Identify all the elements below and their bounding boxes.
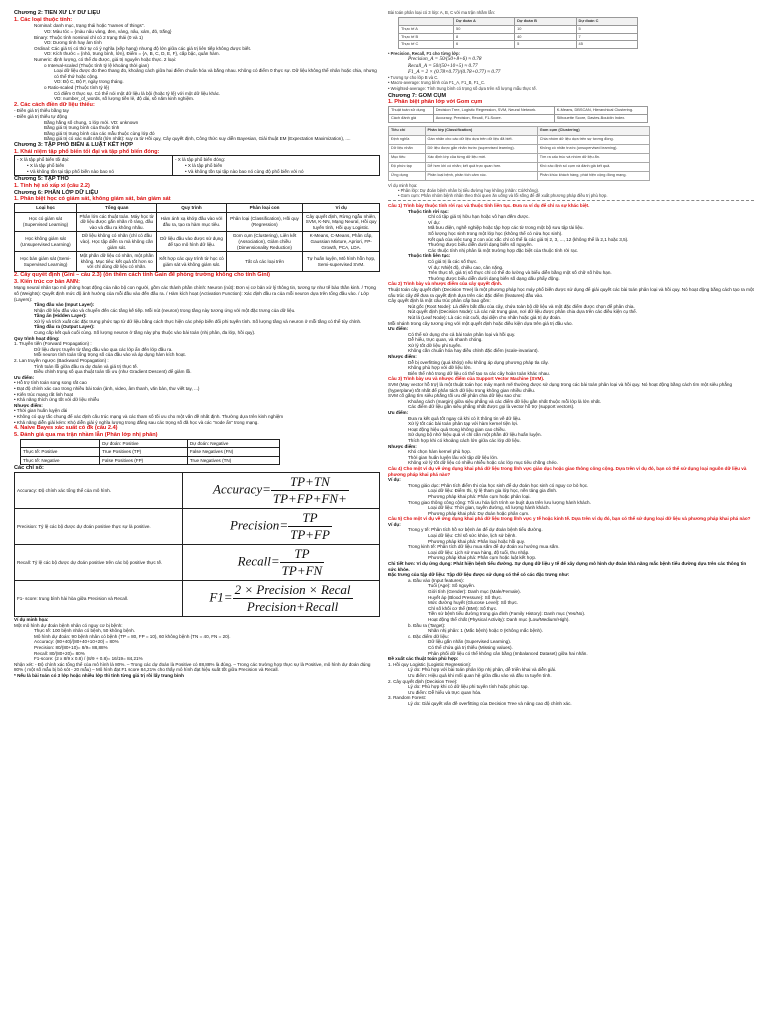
text-vd-1: • Phân lớp: Dự đoán bệnh nhân bị tiểu đường hay không (nhãn: Có/Không). bbox=[398, 187, 540, 193]
table-cell: Phân loại bệnh, phân tích cảm xúc. bbox=[425, 171, 537, 180]
table-cell: 8 bbox=[454, 33, 515, 41]
text-missing-a: Bằng hằng số chung, 1 lớp mới. VD: unknown bbox=[44, 119, 139, 125]
text-fragment: Precision+Recall bbox=[246, 599, 339, 615]
text-fragment: TP+FN bbox=[281, 563, 323, 579]
text-q3-a4: Sử dụng bộ nhớ hiệu quả vì chỉ cần một phần dữ liệu huấn luyện. bbox=[408, 432, 542, 438]
text-ann-input: Tầng đầu vào (Input Layer): bbox=[34, 302, 95, 308]
text-q2-d3: Mỗi nhánh trong cây tương ứng với một quyết định hoặc điều kiện dựa trên giá trị đầu vào. bbox=[388, 320, 573, 326]
table-cell: Phân lớn các thuật toán. Máy học từ dữ liệu được gắn nhãn rõ ràng, đầu vào và đầu ra không nhãu. bbox=[77, 212, 157, 232]
table-row bbox=[389, 135, 650, 144]
text-det-c3: Phân phối dữ liệu có thể không cân bằng (Imbalanced Dataset) giữa hai nhãn. bbox=[428, 650, 588, 656]
table-cell: Không có nhãn trước (unsupervised learning). bbox=[537, 144, 649, 153]
column-header: Ví dụ bbox=[303, 203, 380, 212]
table-cell: Dự đoán A bbox=[454, 18, 515, 26]
text-fragment: TP+FP+FN+ bbox=[272, 491, 347, 507]
text-q4-6: Phương pháp khai phá: Dự đoán hoặc phân cụm. bbox=[428, 510, 530, 516]
text-q3-a1: Đưa ra kết quả tốt ngay cả khi có ít thông tin về dữ liệu. bbox=[408, 415, 522, 421]
table-cell: Cách đánh giá bbox=[389, 114, 434, 122]
text-ann-forward-a: Dữ liệu được truyền từ tầng đầu vào qua các lớp ẩn đến lớp đầu ra. bbox=[34, 346, 173, 352]
text-q2-dis3: Biên thể nhỏ trong dữ liệu có thể tạo ra các cây hoàn toàn khác nhau. bbox=[408, 370, 551, 376]
text-multiclass-1: • Precision, Recall, F1 cho từng lớp: bbox=[388, 51, 460, 57]
table-cell: Xác định lớp của từng dữ liệu mới. bbox=[425, 153, 537, 162]
table-cell: Tiêu chí bbox=[389, 126, 426, 135]
table-row bbox=[389, 162, 650, 171]
text-ann-forward: 1. Truyền tiến (Forward Propagation) : bbox=[14, 341, 92, 347]
text-q2-dis1: Dễ bị overfitting (quá khớp) nếu không áp dụng phương pháp tỉa cây. bbox=[408, 359, 549, 365]
section-missing-data: 2. Các cách điền dữ liệu thiếu: bbox=[14, 101, 95, 108]
table-row bbox=[21, 439, 280, 448]
text-detail-sub: Đặc trưng của tập dữ liệu: Tập dữ liệu được sử dụng có thể có các đặc trưng như: bbox=[388, 572, 570, 578]
table-cell: Thực tế: Negative bbox=[21, 456, 100, 465]
table-cell: Thuật toán sử dụng bbox=[389, 107, 434, 115]
text-vd-title: Ví dụ minh họa: bbox=[388, 182, 418, 188]
table-cell: True Negatives (TN) bbox=[187, 456, 279, 465]
text-binary-example: VD: Dương tính hay âm tính bbox=[44, 40, 102, 46]
text-q3-d2: SVM cố gắng tìm siêu phẳng tối ưu để phân chia dữ liệu sao cho: bbox=[388, 393, 522, 399]
section-attribute-types: 1. Các loại thuộc tính: bbox=[14, 16, 73, 23]
text-q4-2: Loại dữ liệu: Điểm thi, tỷ lệ tham gia lớp học, nền tảng gia đình. bbox=[428, 488, 558, 494]
text-q3-a3: Hoạt động hiệu quả trong không gian cao chiều. bbox=[408, 426, 506, 432]
text-q5-2: Loại dữ liệu: Chỉ số sức khỏe, lịch sử bệnh. bbox=[428, 533, 517, 539]
text-ann-forward-b: Mỗi neuron tính toán tổng trọng số của đầu vào và áp dụng hàm kích hoạt. bbox=[34, 352, 186, 358]
text-ann-intro: Mạng neural nhân tạo mô phỏng hoạt động của não bộ con người, gồm các thành phần chính: Neuron (nút): Đơn vị cơ bản xử lý thông tin, tương tự như tế bào thần kinh. / Trọng số (Weights): Quyết định mức độ ảnh hưởng của mỗi đầu vào đến đầu ra. / Hàm kích hoạt (Activation Function): Xác định đầu ra của mỗi neuron dựa trên tổng đầu vào. / Lớp (Layers): bbox=[14, 285, 376, 302]
text-q3-dis2: Thời gian huấn luyện lâu với tập dữ liệu lớn. bbox=[408, 454, 499, 460]
text-binary: Binary: Thuộc tính nominal chỉ có 2 trạng thái (0 và 1) bbox=[34, 34, 143, 40]
table-cell: 45 bbox=[576, 41, 637, 49]
text-multiclass-f1: F1_A = 2 × (0.78×0.77)/(0.78+0.77) ≈ 0.77 bbox=[408, 69, 501, 75]
chapter-6-title: Chương 6: PHÂN LỚP DỮ LIỆU bbox=[14, 189, 99, 196]
confusion-matrix-table bbox=[20, 439, 280, 466]
text-interval-desc: Loại dữ liệu được đo theo thang đo, khoảng cách giữa hai điểm chuẩn hóa và bằng nhau. Không có điểm 0 thực sự. Dữ liệu không thể nhân hoặc chia, nhưng có thể thứ hoặc cộng. bbox=[54, 68, 377, 79]
text-q2-d1: Thuật toán cây quyết định (Decision Tree) là một phương pháp học máy phổ biến được sử dụng để giải quyết các bài toán phân loại và hồi quy. Nó hoạt động bằng cách tạo ra một cấu trúc cây để đưa ra quyết định dựa trên các đặc điểm (features) đầu vào. bbox=[388, 286, 754, 298]
text-det-a4: Mức đường huyết (Glucose Level): Số thực. bbox=[428, 600, 519, 606]
table-cell: Khó xác định số cụm và đánh giá kết quả. bbox=[537, 162, 649, 171]
text-ann-output-desc: Cung cấp kết quả cuối cùng. Số lượng neuron ở tầng này phụ thuộc vào bài toán (nhị phân, đa lớp, hồi quy). bbox=[34, 330, 256, 336]
text-multiclass-7: • Weighted-average: Tính trung bình có trọng số dựa trên số lượng mẫu thực tế. bbox=[388, 85, 537, 91]
frequent-itemset-table bbox=[14, 155, 380, 176]
table-cell: Dự đoán C bbox=[576, 18, 637, 26]
text-missing-1: - Điền giá trị thiếu bằng tay bbox=[14, 108, 69, 114]
table-row bbox=[15, 473, 380, 509]
table-cell bbox=[15, 156, 173, 176]
column-header: Tổng quan bbox=[77, 203, 157, 212]
text-det-b1: Nhãn nhị phân: 1 (Mắc bệnh) hoặc 0 (Không mắc bệnh). bbox=[428, 628, 543, 634]
multiclass-matrix-table bbox=[398, 17, 638, 49]
table-row bbox=[15, 545, 380, 581]
text-interval-example: VD: Độ C, Độ F, ngày trong tháng. bbox=[54, 79, 124, 85]
text-q2-n2: Nút quyết định (Decision Node): Là các nút trung gian, nơi dữ liệu được phân chia dựa trên các điều kiện cụ thể. bbox=[408, 309, 637, 315]
table-cell: Dữ liệu được gắn nhãn trước (supervised learning). bbox=[425, 144, 537, 153]
table-row bbox=[15, 232, 380, 252]
classification-vs-clustering-table bbox=[388, 126, 650, 181]
text-q3-d3: Khoảng cách (margin) giữa siêu phẳng và các điểm dữ liệu gần nhất thuộc mỗi lớp là lớn nhất. bbox=[408, 398, 601, 404]
separator bbox=[388, 200, 754, 201]
section-ann: 3. Kiến trúc cơ bản ANN: bbox=[14, 278, 80, 285]
text-fragment: Accuracy bbox=[213, 481, 263, 497]
table-header-row bbox=[399, 18, 638, 26]
text-q4-1: Trong giáo dục: Phân tích điểm thi của học sinh để dự đoán học sinh có nguy cơ bỏ học. bbox=[408, 482, 589, 488]
question-1-title: Câu 1) Trình bày thuộc tính rời rạc và thuộc tính liên tục. Đưa ra ví dụ để chỉ ra sự khác biệt. bbox=[388, 203, 590, 209]
table-cell: Thực tế B bbox=[399, 33, 454, 41]
table-cell: Dự đoán: Positive bbox=[100, 439, 188, 448]
text-fragment: 2 × Precision × Recal bbox=[234, 582, 351, 598]
text-ann-backward: 2. Lan truyền ngược (Backward Propagation) : bbox=[14, 358, 109, 364]
text-q1-a7: Các thuộc tính nhị phân là một trường hợp đặc biệt của thuộc tính rời rạc. bbox=[428, 247, 579, 253]
text-fragment: • Và không tồn tại tập phổ biến nào bao nó bbox=[27, 168, 114, 174]
text-q1-a5: Kết quả của việc tung 2 con xúc xắc chỉ có thể là các giá trị 2, 3, ..., 12 (không thể là 2,1 hoặc 3,5). bbox=[428, 236, 629, 242]
text-q1-a3: Mã bưu điện, nghề nghiệp hoặc tập hợp các từ trong một bộ sưu tập tài liệu. bbox=[428, 225, 584, 231]
table-cell: Dễ hơn khi có nhãn; kết quả trực quan hơn. bbox=[425, 162, 537, 171]
text-p1: 1. Hồi quy Logistic (Logistic Regression): bbox=[388, 661, 472, 667]
text-q5-6: Phương pháp khai phá: Phân cụm hoặc luật kết hợp. bbox=[428, 555, 537, 561]
text-fragment: • X là tập phổ biến bbox=[27, 162, 65, 168]
table-cell: Tất cả các loại trên bbox=[226, 252, 303, 272]
text-det-c1: Dữ liệu gắn nhãn (Supervised Learning). bbox=[428, 639, 512, 645]
table-row bbox=[21, 448, 280, 457]
learning-types-table bbox=[14, 203, 380, 272]
text-q5-4: Trong kinh tế: Phân tích dữ liệu mua sắm để dự đoán xu hướng mua sắm. bbox=[408, 544, 560, 550]
text-ann-adv-4: • Khả năng thích ứng tốt với dữ liệu nhiễu bbox=[14, 397, 100, 403]
metrics-title: Các chỉ số: bbox=[14, 465, 44, 472]
table-cell bbox=[21, 439, 100, 448]
table-cell: Kết hợp các quy trình từ học có giám sát và không giám sát. bbox=[157, 252, 226, 272]
text-q1-a2: Ví dụ: bbox=[428, 219, 441, 225]
table-row bbox=[399, 25, 638, 33]
table-row bbox=[389, 107, 648, 115]
text-ratio-example: VD: number_of_words, số lượng tiền lẻ, độ dài, số năm kinh nghiệm. bbox=[54, 96, 195, 102]
table-row bbox=[15, 581, 380, 617]
table-row bbox=[389, 114, 648, 122]
table-cell: Dự đoán: Negative bbox=[187, 439, 279, 448]
table-cell: K-Means, C-Means, Phân cấp, Gaussian Mixture, Apriori, FP-Growth, PCA, LDA. bbox=[303, 232, 380, 252]
text-det-a5: Chỉ số khối cơ thể (BMI): Số thực. bbox=[428, 605, 498, 611]
text-p3: 3. Random Forest: bbox=[388, 695, 427, 701]
table-cell: Gom cụm (Clustering) bbox=[537, 126, 649, 135]
text-example-accuracy: Accuracy: (80+40)/(80+40+10+20) = 80% bbox=[34, 639, 119, 645]
text-multiclass-6: • Macro-average: trung bình của F1_A, F1_B, F1_C. bbox=[388, 80, 486, 86]
table-cell: Phân khúc khách hàng, phát hiện cộng đồng mạng. bbox=[537, 171, 649, 180]
text-interval: o Interval-scaled (Thuộc tính tỷ lệ khoảng thời gian) bbox=[44, 62, 149, 68]
text-fragment: F1 bbox=[209, 589, 224, 605]
text-q3-dis3: Không xử lý tốt dữ liệu có nhiều nhiễu hoặc các lớp mục tiêu chồng chéo. bbox=[408, 460, 558, 466]
table-cell: Tự huấn luyện, Mô hình hỗn hợp, Semi-supervised SVM. bbox=[303, 252, 380, 272]
text-q5-vd: Ví dụ: bbox=[388, 521, 401, 527]
formula-precision: Precision= $\frac{TP}{TP+FP}$ bbox=[182, 509, 379, 545]
text-ann-adv-2: • Đạt độ chính xác cao trong nhiều bài toán (ảnh, video, âm thanh, văn bản, thư viết tay, ...) bbox=[14, 386, 200, 392]
text-det-a1: Tuổi (Age): Số nguyên. bbox=[428, 583, 476, 589]
table-cell: Hàm ánh xạ khớp đầu vào với đầu ra, tạo ra hàm mục tiêu. bbox=[157, 212, 226, 232]
section-frequent-itemsets: 1. Khái niệm tập phổ biến tối đại và tập phổ biến đóng: bbox=[14, 148, 160, 155]
table-cell: 7 bbox=[576, 33, 637, 41]
text-det-a: a. Đầu vào (Input features): bbox=[408, 577, 464, 583]
text-ann-disadvantages: Nhược điểm: bbox=[14, 402, 43, 408]
table-cell: Phân lớp (Classification) bbox=[425, 126, 537, 135]
text-ann-process: Quy trình hoạt động: bbox=[14, 335, 60, 341]
table-row bbox=[15, 212, 380, 232]
section-classification-vs-clustering: 1. Phân biệt phân lớp với Gom cụm bbox=[388, 99, 483, 106]
table-row bbox=[399, 33, 638, 41]
text-example-1: Một mô hình dự đoán bệnh nhân có nguy cơ bị bệnh: bbox=[14, 622, 123, 628]
text-q3-advantages: Ưu điểm: bbox=[388, 410, 409, 415]
text-fragment: TP bbox=[288, 510, 332, 527]
table-row bbox=[389, 144, 650, 153]
chapter-3-title: Chương 3: TẬP PHỔ BIẾN & LUẬT KẾT HỢP bbox=[14, 141, 133, 148]
text-p2b: Ưu điểm: Dễ hiểu và trực quan hóa. bbox=[408, 689, 482, 695]
table-cell: Ứng dụng bbox=[389, 171, 426, 180]
table-row bbox=[15, 156, 380, 176]
text-det-c2: Có thể chứa giá trị thiếu (Missing values). bbox=[428, 644, 513, 650]
table-cell: Chia nhóm dữ liệu dựa trên sự tương đồng. bbox=[537, 135, 649, 144]
text-det-a2: Giới tính (Gender): Danh mục (Male/Female). bbox=[428, 589, 521, 594]
table-cell: Dự đoán B bbox=[515, 18, 576, 26]
metric-precision-desc: Precision: Tỷ lệ các bộ được dự đoán positive thực sự là positive. bbox=[15, 509, 183, 545]
table-cell: Học có giám sát (Supervised Learning) bbox=[15, 212, 77, 232]
table-cell: Tìm ra cấu trúc và nhóm dữ liệu ẩn. bbox=[537, 153, 649, 162]
text-q5-3: Phương pháp khai phá: Phân loại hoặc hồi quy. bbox=[428, 538, 525, 544]
table-cell: Decision Tree, Logistic Regression, SVM, Neural Network. bbox=[433, 107, 554, 115]
text-missing-b: Bằng giá trị trung bình của thuộc tính bbox=[44, 125, 120, 131]
formula-recall: Recall= $\frac{TP}{TP+FN}$ bbox=[182, 545, 379, 581]
metric-f1-desc: F1- score: trung bình hài hòa giữa Precision và Recall. bbox=[15, 581, 183, 617]
text-q2-a3: Xử lý tốt dữ liệu phi tuyến. bbox=[408, 342, 462, 348]
text-q5-1: Trong y tế: Phân tích hồ sơ bệnh án để dự đoán bệnh tiểu đường. bbox=[408, 527, 543, 533]
text-fragment: • Và không tồn tại tập nào bao nó cùng độ phổ biến với nó bbox=[184, 168, 304, 174]
text-ann-dis-3: • Khả năng diễn giải kém: Khó diễn giải ý nghĩa lượng trong đằng sau các trọng số đã học và các "node ẩn" trong mạng. bbox=[14, 419, 259, 425]
text-fragment: • X là tập phổ biến bbox=[184, 162, 223, 168]
text-q3-d1: SVM (May vector hỗ trợ) là một thuật toán học máy mạnh mẽ thường được sử dụng trong các bài toán phân loại và hồi quy. Nó hoạt động bằng cách tìm một siêu phẳng (hyperplane) tốt nhất để phân tách dữ liệu trong không gian nhiều chiều. bbox=[388, 382, 733, 393]
text-fragment: TP+FP bbox=[290, 527, 330, 543]
text-ratio-desc: Có điểm 0 thực sự. Có thể nói một dữ liệu là bội (hoặc tỷ lệ) với một dữ liệu khác. bbox=[54, 90, 221, 96]
text-fragment: TP bbox=[280, 546, 325, 563]
example-title: Ví dụ minh họa: bbox=[14, 617, 49, 623]
text-p3a: Lý do: Giải quyết vấn đề overfitting của Decision Tree và nâng cao độ chính xác. bbox=[408, 700, 572, 706]
metrics-table bbox=[14, 472, 380, 617]
metric-accuracy-desc: Accuracy: Độ chính xác tổng thể của mô hình. bbox=[15, 473, 183, 509]
column-header: Quy trình bbox=[157, 203, 226, 212]
text-q2-d2: Cây quyết định là một cấu trúc phân cấp bao gồm: bbox=[388, 298, 491, 304]
text-p2: 2. Cây quyết định (Decision Tree): bbox=[388, 678, 458, 684]
classification-summary-table bbox=[388, 106, 648, 123]
table-cell: Phân loại (Classification), Hồi quy (Regression) bbox=[226, 212, 303, 232]
table-cell: Dữ liệu đầu vào được sử dụng để tạo mô hình dữ liệu. bbox=[157, 232, 226, 252]
text-q1-continuous: Thuộc tính liên tục: bbox=[408, 253, 451, 259]
table-cell: K-Means, DBSCAN, Hierarchical Clustering. bbox=[554, 107, 647, 115]
text-ann-backward-b: Điều chỉnh trọng số qua thuật toán tối ưu (như Gradient Descent) để giảm lỗi. bbox=[34, 369, 192, 375]
table-row bbox=[21, 456, 280, 465]
table-cell: Gán nhãn cho các dữ liệu dựa trên dữ liệu đã biết. bbox=[425, 135, 537, 144]
chapter-5-title: Chương 5: TẬP THÔ bbox=[14, 176, 69, 183]
question-4-title: Câu 4) Cho một ví dụ về ứng dụng khai phá dữ liệu trong lĩnh vực giáo dục hoặc giao thông công cộng. Dựa trên ví dụ đó, bạn có thể sử dụng loại nguồn dữ liệu và phương pháp khai phá nào? bbox=[388, 465, 747, 477]
text-det-a3: Huyết áp (Blood Pressure): Số thực. bbox=[428, 594, 503, 600]
table-cell: 5 bbox=[515, 41, 576, 49]
text-ann-output: Tầng đầu ra (Output Layer): bbox=[34, 324, 95, 330]
section-naive-bayes: 4. Naive Bayes xác suất có đk (câu 2.4) bbox=[14, 425, 118, 432]
table-row bbox=[15, 509, 380, 545]
text-q1-discrete: Thuộc tính rời rạc: bbox=[408, 208, 449, 214]
text-missing-c: Bằng giá trị trung bình của các mẫu thuộc cùng lớp đó bbox=[44, 130, 155, 136]
text-det-a7: Hoạt động thể chất (Physical Activity): Danh mục (Low/Medium/High). bbox=[428, 616, 570, 622]
text-fragment: Recall bbox=[237, 553, 271, 569]
text-ann-adv-3: • Kiến trúc mạng rất linh hoạt bbox=[14, 391, 74, 397]
column-header: Loại học bbox=[15, 203, 77, 212]
table-cell: Độ phức tạp bbox=[389, 162, 426, 171]
text-q2-a1: Có thể sử dụng cho cả bài toán phân loại và hồi quy. bbox=[408, 331, 516, 337]
table-cell: Học bán giám sát (Semi-Supervised Learning) bbox=[15, 252, 77, 272]
text-q3-d4: Các điểm dữ liệu gần siêu phẳng nhất được gọi là vector hỗ trợ (support vectors). bbox=[408, 404, 575, 410]
table-cell: Gom cụm (Clustering), Liên kết (Association), Giảm chiều (Dimensionality Reduction) bbox=[226, 232, 303, 252]
table-cell: Học không giám sát (Unsupervised Learning) bbox=[15, 232, 77, 252]
table-cell: Thực tế: Positive bbox=[21, 448, 100, 457]
text-q1-a6: Thường được biểu diễn dưới dạng biến số nguyên. bbox=[428, 242, 533, 248]
text-example-2: Thực tế: 100 bệnh nhân có bệnh, 50 không bệnh. bbox=[34, 628, 135, 634]
text-missing-d: Bằng giá trị có xác suất nhất (lớn nhất): suy ra từ Hồi quy, Cây quyết định, Công thức suy diễn Bayesian, Giải thuật EM (Expectation Maximization), .... bbox=[44, 136, 351, 142]
question-3-title: Câu 3) Trình bày ưu và nhược điểm của Support Vector Machine (SVM). bbox=[388, 376, 545, 382]
table-cell: Silhouette Score, Davies-Bouldin Index. bbox=[554, 114, 647, 122]
text-fragment: Precision bbox=[229, 517, 280, 533]
text-q2-n1: Nút gốc (Root Node): Là điểm bắt đầu của cây, chứa toàn bộ dữ liệu và một đặc điểm được chọn để phân chia. bbox=[408, 303, 635, 309]
formula-accuracy: Accuracy= $\frac{TP+TN}{TP+FP+FN+}$ bbox=[182, 473, 379, 509]
question-5-title: Câu 5) Cho một ví dụ về ứng dụng khai phá dữ liệu trong lĩnh vực y tế hoặc kinh tế. Dựa trên ví dụ đó, bạn có thể sử dụng loại dữ liệu và phương pháp khai phá nào? bbox=[388, 516, 751, 522]
right-column bbox=[388, 10, 754, 1020]
text-q1-b3: Trên thực tế, giá trị số thực chỉ có thể đo lường và biểu diễn bằng một số chữ số hữu hạn. bbox=[428, 270, 612, 276]
table-cell: Cây quyết định, Rừng ngẫu nhiên, SVM, K-NN, Mạng Neural, Hồi quy tuyến tính, Hồi quy Logistic. bbox=[303, 212, 380, 232]
table-cell: Thực tế A bbox=[399, 25, 454, 33]
table-cell: True Positives (TP) bbox=[100, 448, 188, 457]
text-ann-input-desc: Nhận dữ liệu đầu vào và chuyển đến các tầng kế tiếp. Mỗi nút (neuron) trong tầng này tương ứng với một đặc trưng của dữ liệu. bbox=[34, 307, 296, 313]
column-header: Phân loại con bbox=[226, 203, 303, 212]
text-q1-b2: Ví dụ: Nhiệt độ, chiều cao, cân nặng. bbox=[428, 264, 504, 270]
text-nominal-example: VD: Màu tóc = {màu nâu vàng, đen, vàng, nâu, xám, đỏ, trắng} bbox=[44, 29, 172, 34]
text-det-a6: Tiền sử bệnh tiểu đường trong gia đình (Family History): Danh mục (Yes/No). bbox=[428, 611, 586, 617]
text-q2-advantages: Ưu điểm: bbox=[388, 326, 409, 332]
text-ordinal: Ordinal: Các giá trị có thứ tự có ý nghĩa (xếp hạng) nhưng độ lớn giữa các giá trị liên tiếp không được biết. bbox=[34, 45, 252, 51]
text-ann-hidden: Tầng ẩn (Hidden Layer): bbox=[34, 313, 87, 319]
text-ann-dis-2: • Không có quy tắc chung để xác định cấu trúc mạng và các tham số tối ưu cho một vấn đề nhất định. Thường dựa trên kinh nghiệm bbox=[14, 413, 284, 419]
table-cell bbox=[172, 156, 379, 176]
text-nominal: Nominal: danh mục, trạng thái hoặc "names of things". bbox=[34, 23, 145, 29]
text-p1a: Lý do: Phù hợp với bài toán phân lớp nhị phân, dễ triển khai và diễn giải. bbox=[408, 667, 557, 673]
text-p1b: Ưu điểm: Hiệu quả khi mối quan hệ giữa đầu vào và đầu ra tuyến tính. bbox=[408, 672, 552, 678]
table-cell: Định nghĩa bbox=[389, 135, 426, 144]
text-multiclass-5: • Tương tự cho lớp B và C. bbox=[388, 75, 439, 81]
text-q2-dis2: Không phù hợp với dữ liệu lớn. bbox=[408, 365, 472, 371]
text-example-precision: Precision: 80/(80+10)= 8/9= 88,88% bbox=[34, 645, 108, 651]
text-example-3: Mô hình dự đoán: 90 bệnh nhân có bệnh (TP = 80, FP = 10), 60 không bệnh (TN = 40, FN = 20). bbox=[34, 633, 231, 639]
text-ann-backward-a: Tính toán lỗi giữa đầu ra dự đoán và giá trị thực tế. bbox=[34, 363, 138, 369]
text-q1-b4: Thường được biểu diễn dưới dạng biến số dạng dấu phẩy động. bbox=[428, 275, 560, 281]
chapter-7-title: Chương 7: GOM CỤM bbox=[388, 92, 447, 99]
text-missing-2: - Điền giá trị thiếu tự động bbox=[14, 114, 68, 120]
text-p2a: Lý do: Phù hợp khi có dữ liệu phi tuyến tính hoặc phức tạp. bbox=[408, 684, 529, 690]
text-q4-3: Phương pháp khai phá: Phân cụm hoặc phân loại. bbox=[428, 493, 531, 499]
text-det-c: c. Đặc điểm dữ liệu: bbox=[408, 633, 449, 639]
section-decision-tree: 2. Cây quyết định (Gini – câu 2.3) (ôn thêm cách tính Gain để phòng trường không cho tính Gini) bbox=[14, 271, 271, 278]
text-q1-a1: Chỉ có tập giá trị hữu hạn hoặc vô hạn đếm được. bbox=[428, 214, 530, 220]
text-fragment: - X là tập phổ biến đóng: bbox=[174, 157, 226, 163]
text-ratio: o Ratio-scaled (Thuộc tính tỷ lệ) bbox=[44, 84, 110, 90]
table-cell: 40 bbox=[515, 33, 576, 41]
question-2-title: Câu 2) Trình bày và nhược điểm của cây quyết định. bbox=[388, 281, 503, 287]
text-q1-b1: Có giá trị là các số thực. bbox=[428, 258, 478, 264]
text-detail-title: Chi tiết hơn: Ví dụ ứng dụng: Phát hiện bệnh tiểu đường. Sự dụng dữ liệu y tế để xây dựng mô hình dự đoán khả năng mắc bệnh tiểu đường dựa trên các thông tin sức khỏe. bbox=[388, 561, 747, 572]
table-row bbox=[15, 252, 380, 272]
text-fragment: TP+TN bbox=[271, 474, 349, 491]
left-column bbox=[14, 10, 380, 1020]
table-cell: False Negatives (FN) bbox=[187, 448, 279, 457]
table-row bbox=[389, 153, 650, 162]
text-q1-a4: Số lượng học sinh trong một lớp học (không thể có nửa học sinh). bbox=[428, 231, 563, 236]
section-confusion-matrix: 5. Đánh giá qua ma trận nhầm lẫn (Phân lớp nhị phân) bbox=[14, 431, 158, 438]
table-row bbox=[399, 41, 638, 49]
text-ann-adv-1: • Hỗ trợ tính toán song song rất cao bbox=[14, 380, 87, 386]
table-header-row bbox=[15, 203, 380, 212]
chapter-2-title: Chương 2: TIỀN XỬ LÝ DỮ LIỆU bbox=[14, 10, 101, 16]
text-ordinal-example: VD: Kích thước = {nhỏ, trung bình, lớn}, Điểm = {A, B, C, D, E, F}, cấp bậc, quân hàm. bbox=[44, 51, 220, 57]
text-ann-advantages: Ưu điểm: bbox=[14, 374, 35, 380]
text-multiclass-precision: Precision_A = 50/(50+8+6) ≈ 0.78 bbox=[408, 56, 482, 63]
table-cell bbox=[399, 18, 454, 26]
table-cell: Mục tiêu bbox=[389, 153, 426, 162]
section-learning-types: 1. Phân biệt học có giám sát, không giám sát, bán giám sát bbox=[14, 196, 171, 203]
text-q3-disadvantages: Nhược điểm: bbox=[388, 443, 417, 449]
table-cell: 5 bbox=[576, 25, 637, 33]
text-fragment: - X là tập phổ biến tối đại: bbox=[17, 157, 70, 163]
table-cell: Dữ liệu nhãn bbox=[389, 144, 426, 153]
text-vd-2: • Gom cụm: Phân nhóm bệnh nhân theo thói quen ăn uống và lối sống để đề xuất phương pháp điều trị phù hợp. bbox=[398, 192, 608, 198]
text-multiclass-intro: Bài toán phân loại có 3 lớp: A, B, C với ma trận nhầm lẫn: bbox=[388, 10, 495, 15]
text-numeric: Numeric: định lượng, có thể đo được, giá trị nguyên hoặc thực. 2 loại: bbox=[34, 56, 177, 62]
table-cell: Accuracy, Precision, Recall, F1-Score. bbox=[433, 114, 554, 122]
text-q3-a2: Xử lý tốt các bài toán phân tạp với hàm kernel tiện lợi. bbox=[408, 421, 519, 427]
text-ann-dis-1: • Thời gian huấn luyện dài bbox=[14, 408, 68, 414]
section-rough-set: 1. Tính hệ số xấp xỉ (câu 2.2) bbox=[14, 182, 90, 189]
text-ann-hidden-desc: Xử lý và trích xuất các đặc trưng phức tạp từ dữ liệu bằng cách thực hiện các phép biến đổi phi tuyến tính. Số lượng tầng và neuron ở mỗi tầng có thể tùy chỉnh. bbox=[34, 318, 362, 324]
table-cell: 50 bbox=[454, 25, 515, 33]
text-multiclass-recall: Recall_A = 50/(50+10+5) ≈ 0.77 bbox=[408, 62, 478, 69]
table-cell: Thực tế C bbox=[399, 41, 454, 49]
table-cell: 10 bbox=[515, 25, 576, 33]
text-example-note: Nhận xét: - Độ chính xác tổng thể của mô hình là 80%. – Trong các dự đoán là Positive có 88,88% là đúng. – Trong các trường hợp thực sự là Positive, mô hình dự đoán đúng 80% ( một số mẫu bị bỏ sót - 20 mẫu) – Mô hình đạt F1 score 84,21% cho thấy mô hình đạt hiệu suất tốt giữa Precision và Recall. bbox=[14, 661, 371, 673]
text-q5-5: Loại dữ liệu: Lịch sử mua hàng, độ tuổi, thu nhập. bbox=[428, 549, 530, 555]
text-example-f1: F1-score: (2 x 8/9 x 0.8) / (8/9 + 0.8)= 16/19= 84,21% bbox=[34, 656, 143, 662]
text-q2-a4: Không cần chuẩn hóa hay điều chỉnh đặc điểm (scale-invariant). bbox=[408, 348, 539, 354]
metric-recall-desc: Recall: Tỷ lệ các bộ được dự đoán positive trên các bộ positive thực tế. bbox=[15, 545, 183, 581]
text-proposal-title: Đề xuất các thuật toán phù hợp: bbox=[388, 656, 459, 662]
text-det-b: b. Đầu ra (Target): bbox=[408, 622, 446, 628]
table-cell: Dữ liệu không có nhãn (chỉ có đầu vào). Học tập diễn ra mà không cần giám sát. bbox=[77, 232, 157, 252]
text-q2-a2: Dễ hiểu, trực quan, và nhanh chóng. bbox=[408, 337, 483, 343]
text-q2-n3: Nút lá (Leaf Node): Là các nút cuối, đại diện cho nhãn hoặc giá trị dự đoán. bbox=[408, 314, 562, 320]
text-q4-4: Trong giao thông công cộng: Tối ưu hóa lịch trình xe buýt dựa trên lưu lượng hành khách. bbox=[408, 499, 591, 505]
text-q3-dis1: Khó chọn hàm kernel phù hợp. bbox=[408, 449, 472, 455]
text-example-star: * Nếu là bài toán có 3 lớp hoặc nhiều lớp thì tính từng giá trị rồi lấy trung bình bbox=[14, 673, 184, 678]
formula-f1: F1= 2 × Precision × Recal Precision+Recall bbox=[182, 581, 379, 617]
text-q3-a5: Thích hợp khi có khoảng cách lớn giữa các lớp dữ liệu. bbox=[408, 437, 521, 443]
table-cell: 6 bbox=[454, 41, 515, 49]
table-header-row bbox=[389, 126, 650, 135]
table-cell: Một phần dữ liệu có nhãn, một phần không. Mục tiêu: kết quả tốt hơn so với chỉ dùng dữ liệu có nhãn. bbox=[77, 252, 157, 272]
text-example-recall: Recall: 80/(80+20)= 80% bbox=[34, 650, 85, 656]
table-row bbox=[389, 171, 650, 180]
text-q4-vd: Ví dụ: bbox=[388, 477, 401, 483]
text-q2-disadvantages: Nhược điểm: bbox=[388, 354, 417, 360]
text-q4-5: Loại dữ liệu: Thời gian, tuyến đường, số lượng hành khách. bbox=[428, 505, 550, 511]
table-cell: False Positives (FP) bbox=[100, 456, 188, 465]
